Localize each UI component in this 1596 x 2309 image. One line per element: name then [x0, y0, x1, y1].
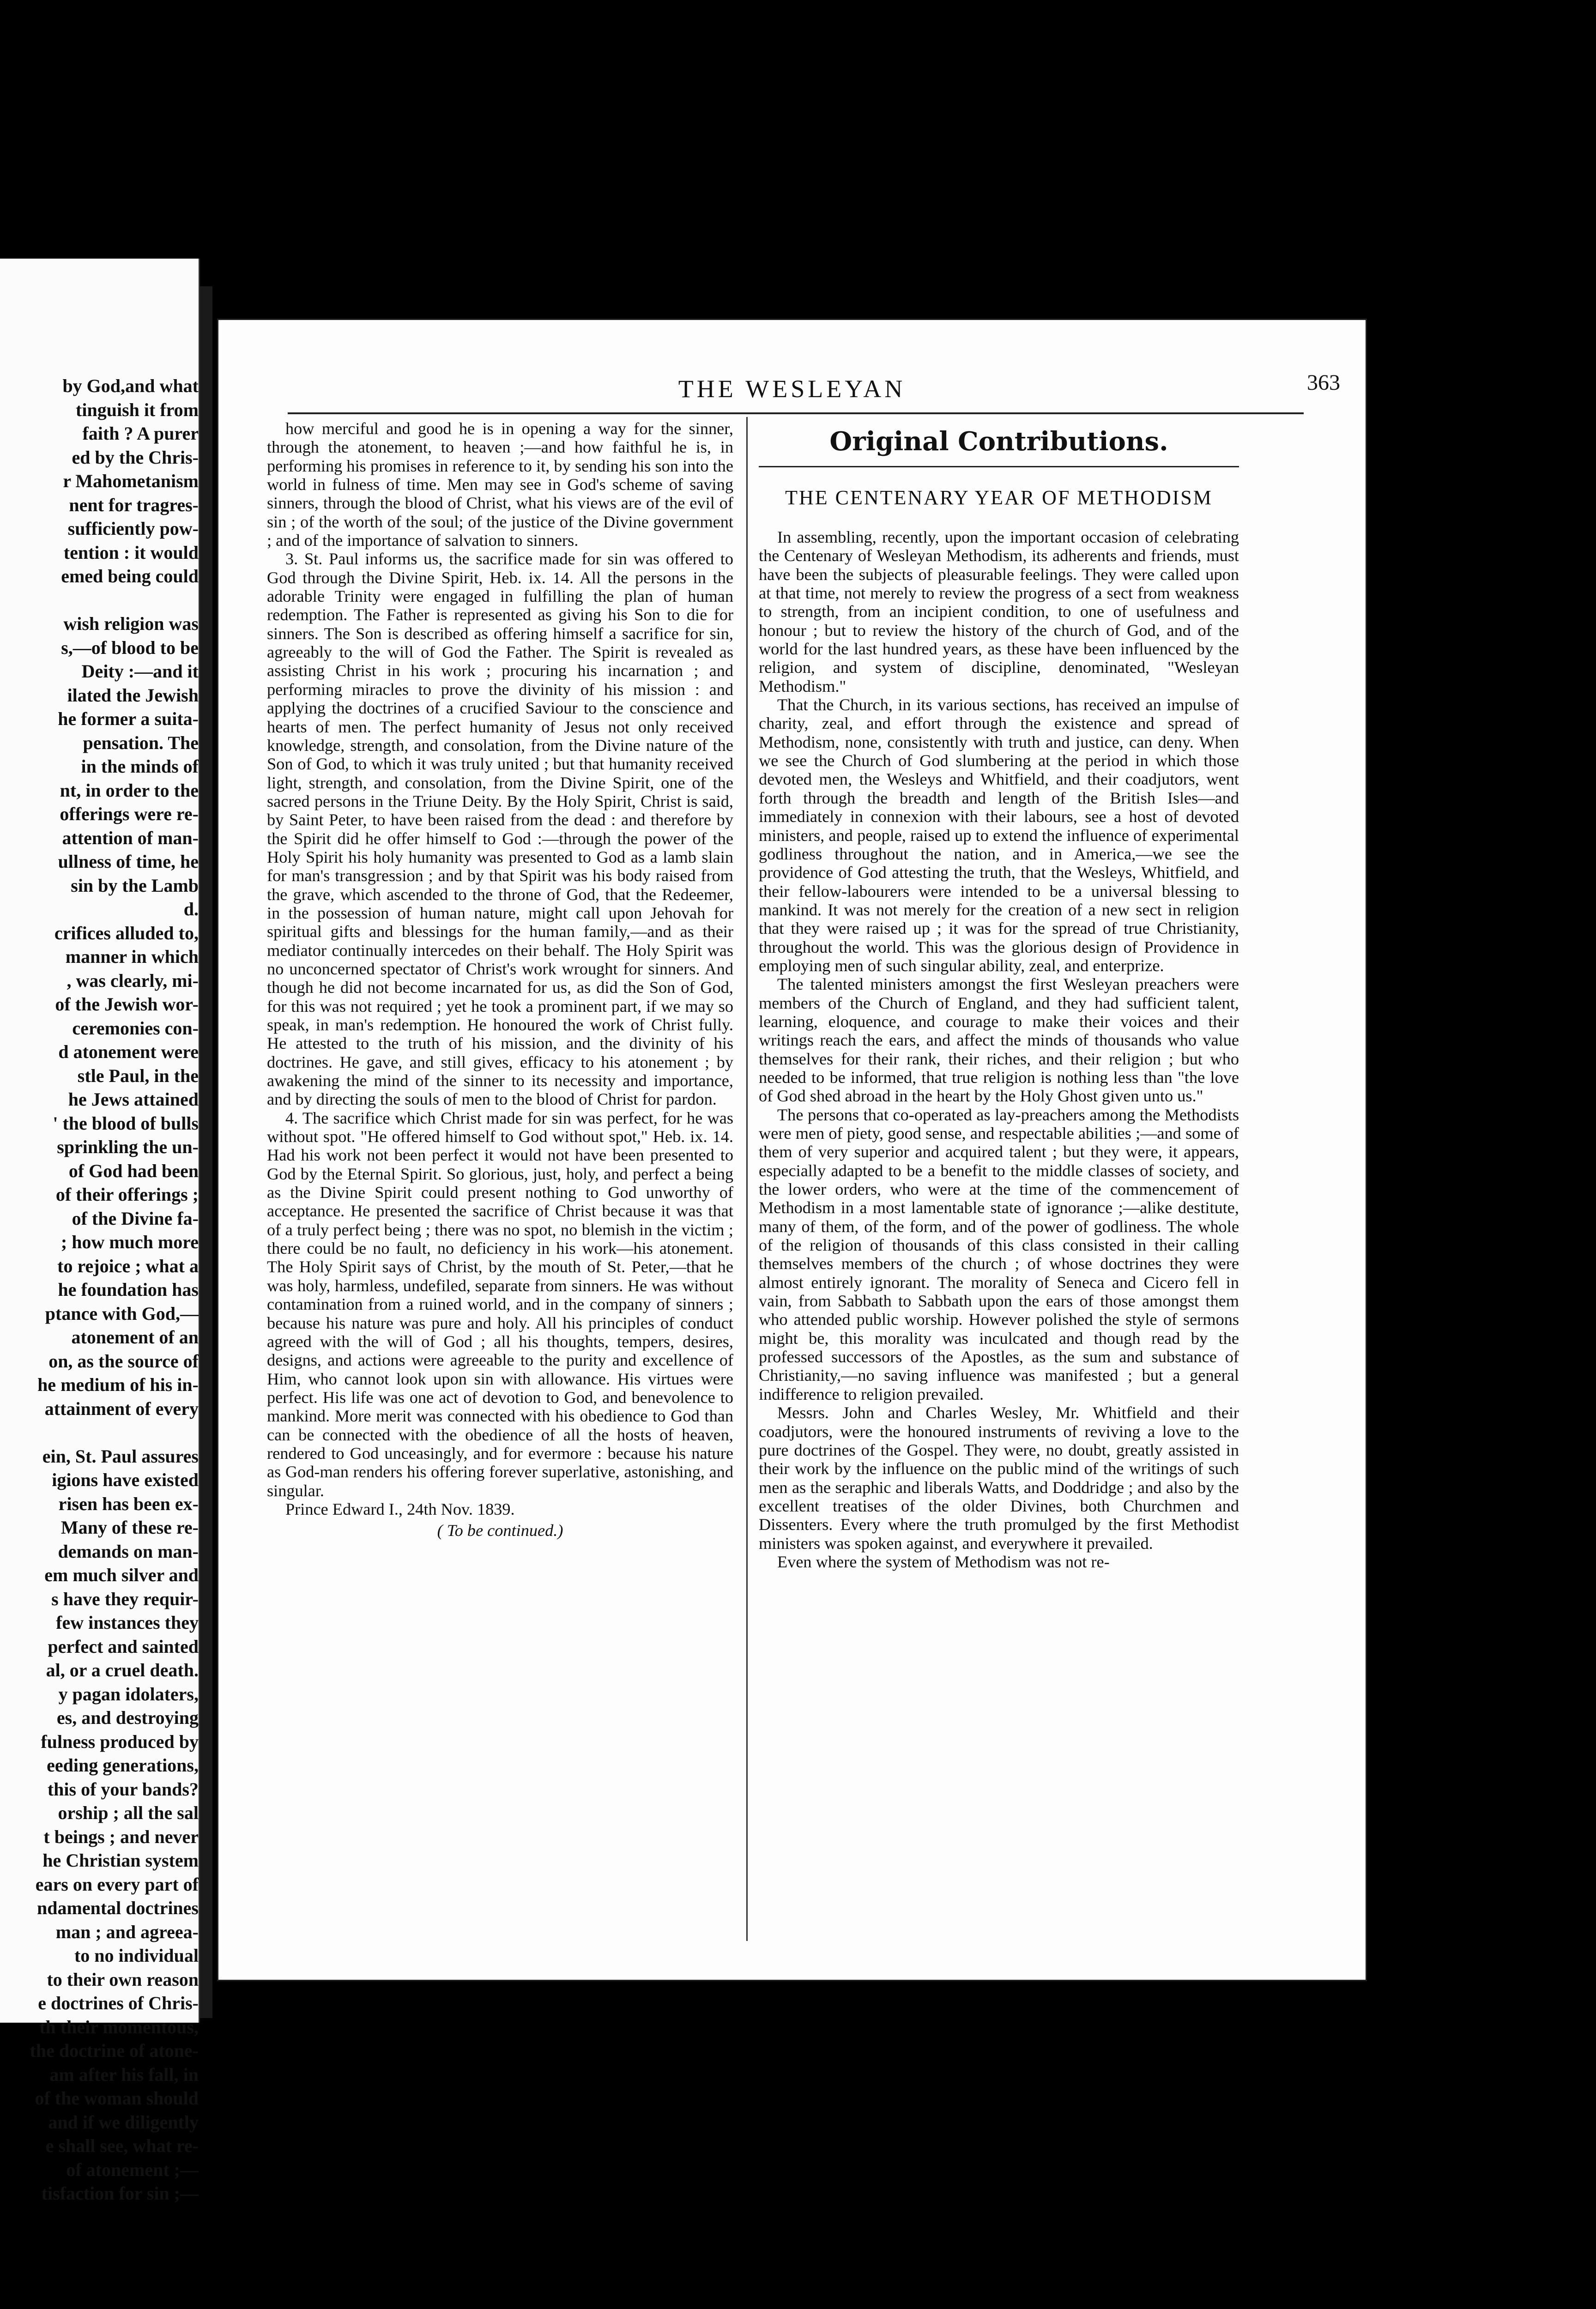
facing-page-line: and if we diligently	[48, 2111, 199, 2133]
article-title: THE CENTENARY YEAR OF METHODISM	[785, 486, 1213, 509]
continued-note: ( To be continued.)	[437, 1521, 563, 1540]
facing-page-line: s,—of blood to be	[61, 637, 199, 658]
facing-page-line: sufficiently pow-	[67, 518, 199, 539]
left-paragraph-2: 3. St. Paul informs us, the sacrifice made for sin was offered to God through the Divine Spirit, Heb. ix. 14. All the persons in the adorable Trinity were engaged in fulfilling the plan of human redemption. The Father is represented as giving his Son to die for sinners. The Son is described as offering himself a sacrifice for sin, agreeably to the will of God the Father. The Spirit is revealed as assisting Christ in his work ; procuring his incarnation ; and performing miracles to prove the divinity of his mission : and applying the doctrines of a crucified Saviour to the conscience and hearts of men. The perfect humanity of Jesus not only received knowledge, strength, and consolation, from the Divine nature of the Son of God, to which it was truly united ; but that humanity received light, strength, and consolation, from the Divine Spirit, one of the sacred persons in the Triune Deity. By the Holy Spirit, Christ is said, by Saint Peter, to have been raised from the dead : and therefore by the Spirit did he offer himself to God :—through the power of the Holy Spirit his holy humanity was presented to God as a lamb slain for man's transgression ; and by that Spirit was his body raised from the grave, which ascended to the throne of God, that the Redeemer, in the possession of human nature, might call upon Jehovah for spiritual gifts and blessings for the human family,—and as their mediator continually intercedes on their behalf. The Holy Spirit was no unconcerned spectator of Christ's work wrought for sinners. And though he did not become incarnated for us, as did the Son of God, for this was not required ; yet he took a prominent part, if we may so speak, in man's redemption. He honoured the work of Christ fully. He attested to the truth of his mission, and the divinity of his doctrines. He gave, and still gives, efficacy to his atonement ; by awakening the mind of the sinner to its necessity and importance, and by directing the souls of men to the blood of Christ for pardon.	[267, 550, 733, 1109]
facing-page-line: tisfaction for sin ;—	[41, 2183, 199, 2204]
facing-page-line: perfect and sainted	[48, 1636, 199, 1657]
column-divider	[746, 417, 748, 1941]
right-paragraph-6: Even where the system of Methodism was not re-	[777, 1552, 1110, 1571]
facing-page-line: ndamental doctrines	[37, 1898, 199, 1918]
facing-page-line: attention of man-	[62, 827, 199, 848]
facing-page-line: nent for tragres-	[69, 494, 199, 515]
facing-page-line: sprinkling the un-	[57, 1136, 199, 1157]
facing-page-line: on, as the source of	[48, 1350, 199, 1372]
facing-page-line: emed being could	[61, 566, 199, 586]
left-paragraph-1: how merciful and good he is in opening a way for the sinner, through the atonement, to heaven ;—and how faithful he is, in performing his promises in reference to it, by sending his son into the world in fulness of time. Men may see in God's scheme of saving sinners, through the blood of Christ, what his views are of the evil of sin ; of the worth of the soul; of the justice of the Divine government ; and of the importance of salvation to sinners.	[267, 419, 733, 550]
facing-page-line: e shall see, what re-	[45, 2135, 199, 2156]
facing-page-line: orship ; all the sal	[58, 1802, 199, 1823]
facing-page-line: nt, in order to the	[60, 780, 199, 801]
facing-page-line: ptance with God,—	[45, 1303, 199, 1324]
facing-page-line: offerings were re-	[60, 804, 199, 824]
facing-page-line: atonement of an	[71, 1327, 199, 1348]
section-heading: Original Contributions.	[829, 426, 1168, 457]
facing-page-line: tinguish it from	[76, 399, 199, 420]
facing-page-line: demands on man-	[58, 1541, 199, 1562]
facing-page-line: he foundation has	[58, 1279, 199, 1300]
facing-page-line: , was clearly, mi-	[66, 970, 199, 991]
facing-page-line: by God,and what	[62, 375, 199, 396]
facing-page-left	[0, 259, 200, 2204]
facing-page-line: to their own reason	[47, 1969, 199, 1990]
facing-page-line: fulness produced by	[41, 1731, 199, 1752]
facing-page-line: th their momentous,	[39, 2016, 199, 2037]
facing-page-line: of the Divine fa-	[72, 1208, 199, 1229]
facing-page-line: d atonement were	[58, 1041, 199, 1062]
facing-page-line: eeding generations,	[47, 1755, 199, 1776]
page-number: 363	[1307, 370, 1340, 395]
facing-page-line: he Christian system	[42, 1850, 199, 1871]
facing-page-line: r Mahometanism	[63, 471, 199, 491]
facing-page-line: tention : it would	[63, 542, 199, 563]
facing-page-line: y pagan idolaters,	[58, 1683, 199, 1705]
facing-page-line: faith ? A purer	[82, 423, 199, 444]
facing-page-line: pensation. The	[83, 732, 199, 753]
facing-page-line	[0, 1420, 199, 1445]
facing-page-line	[0, 588, 199, 612]
facing-page-line: he former a suita-	[58, 708, 199, 729]
facing-page-line: ullness of time, he	[58, 851, 199, 872]
facing-page-line: am after his fall, in	[49, 2064, 199, 2085]
facing-page-line: es, and destroying	[56, 1707, 199, 1728]
left-column	[267, 419, 733, 1540]
facing-page-line: t beings ; and never	[43, 1826, 199, 1847]
facing-page-line: few instances they	[56, 1612, 199, 1633]
facing-page-line: risen has been ex-	[58, 1493, 199, 1514]
facing-page-line: ceremonies con-	[72, 1017, 199, 1039]
facing-page-line: ed by the Chris-	[72, 447, 199, 468]
facing-page-text	[0, 374, 199, 2206]
facing-page-line: of atonement ;—	[66, 2159, 199, 2180]
facing-page-line: man ; and agreea-	[55, 1921, 199, 1942]
newspaper-page	[217, 319, 1367, 1981]
header-rule	[288, 412, 1304, 414]
facing-page-line: igions have existed	[52, 1469, 199, 1490]
left-paragraph-3: 4. The sacrifice which Christ made for sin was perfect, for he was without spot. "He offered himself to God without spot," Heb. ix. 14. Had his work not been perfect it would not have been presented to God by the Eternal Spirit. So glorious, just, holy, and perfect a being as the Divine Spirit could present nothing to God unworthy of acceptance. He presented the sacrifice of Christ because it was that of a truly perfect being ; there was no spot, no blemish in the victim ; there could be no fault, no deficiency in his work—his atonement. The Holy Spirit says of Christ, by the mouth of St. Peter,—that he was holy, harmless, undefiled, separate from sinners. He was without contamination from a ruined world, and in the company of sinners ; because his nature was pure and holy. All his principles of conduct agreed with the will of God ; all his thoughts, tempers, desires, designs, and actions were agreeable to the purity and excellence of Him, who cannot look upon sin with allowance. His virtues were perfect. His life was one act of devotion to God, and benevolence to mankind. More merit was connected with his obedience to God than can be connected with the obedience of all the hosts of heaven, rendered to God unceasingly, and for evermore : because his nature as God-man renders his offering forever superlative, astonishing, and singular.	[267, 1108, 733, 1500]
facing-page-line: d.	[183, 899, 199, 919]
facing-page-line: sin by the Lamb	[71, 875, 199, 896]
facing-page-line: of their offerings ;	[55, 1184, 199, 1205]
facing-page-line: ein, St. Paul assures	[42, 1445, 199, 1467]
facing-page-line: manner in which	[65, 946, 199, 967]
right-paragraph-3: The talented ministers amongst the first Wesleyan preachers were members of the Church of England, and they had sufficient talent, learning, eloquence, and courage to make their voices and their writings reach the ears, and affect the minds of thousands who value themselves for their rank, their riches, and their religion ; but who needed to be informed, that true religion is nothing less than "the love of God shed abroad in the heart by the Holy Ghost given unto us."	[759, 975, 1239, 1106]
facing-page-line: in the minds of	[81, 756, 199, 777]
facing-page-line: he Jews attained	[68, 1089, 199, 1110]
facing-page-line: al, or a cruel death.	[46, 1660, 199, 1680]
facing-page-line: to no individual	[74, 1945, 199, 1966]
facing-page-line: this of your bands?	[47, 1778, 199, 1800]
page-title: THE WESLEYAN	[678, 375, 906, 403]
facing-page-line: to rejoice ; what a	[57, 1255, 199, 1276]
right-paragraph-5: Messrs. John and Charles Wesley, Mr. Whitfield and their coadjutors, were the honoured instruments of reviving a love to the pure doctrines of the Gospel. They were, no doubt, greatly assisted in their work by the influence on the public mind of the writings of such men as the seraphic and liberals Watts, and Doddridge ; and also by the excellent treatises of the older Divines, both Churchmen and Dissenters. Every where the truth promulged by the first Methodist ministers was spoken against, and everywhere it prevailed.	[759, 1403, 1239, 1553]
facing-page-line: s have they requir-	[51, 1588, 199, 1609]
article-signature: Prince Edward I., 24th Nov. 1839.	[285, 1499, 515, 1518]
facing-page-line: stle Paul, in the	[77, 1065, 199, 1086]
facing-page-line: Deity :—and it	[81, 661, 199, 682]
section-rule	[759, 466, 1239, 467]
facing-page-line: of God had been	[68, 1160, 199, 1181]
facing-page-line: ears on every part of	[35, 1874, 199, 1895]
facing-page-line: of the Jewish wor-	[55, 994, 199, 1015]
right-paragraph-2: That the Church, in its various sections, has received an impulse of charity, zeal, and effort through the existence and spread of Methodism, none, consistently with truth and justice, can deny. When we see the Church of God slumbering at the period in which those devoted men, the Wesleys and Whitfield, and their coadjutors, went forth through the breadth and length of the British Isles—and immediately in connexion with their labours, see a host of devoted ministers, and people, raised up to extend the influence of experimental godliness throughout the nation, and in America,—we see the providence of God attesting the truth, that the Wesleys, Whitfield, and their fellow-labourers were intended to be a universal blessing to mankind. It was not merely for the creation of a new sect in religion that they were raised up ; it was for the spread of true Christianity, throughout the world. This was the glorious design of Providence in employing men of such singular ability, zeal, and enterprize.	[759, 695, 1239, 975]
facing-page-line: Many of these re-	[60, 1517, 199, 1538]
facing-page-line: ' the blood of bulls	[53, 1112, 199, 1134]
facing-page-line: attainment of every	[44, 1398, 199, 1419]
right-paragraph-1: In assembling, recently, upon the important occasion of celebrating the Centenary of Wesleyan Methodism, its adherents and friends, must have been the subjects of pleasurable feelings. They were called upon at that time, not merely to review the progress of a sect from weakness to strength, from an incipient condition, to one of usefulness and honour ; but to review the history of the church of God, and of the world for the last hundred years, as these have been influenced by the religion, and system of discipline, denominated, "Wesleyan Methodism."	[759, 528, 1239, 695]
right-paragraph-4: The persons that co-operated as lay-preachers among the Methodists were men of piety, good sense, and respectable abilities ;—and some of them of very superior and acquired talent ; but they were, it appears, especially adapted to be a benefit to the middle classes of society, and the lower orders, who were at the time of the commencement of Methodism in a most lamentable state of ignorance ;—alike destitute, many of them, of the form, and of the power of godliness. The whole of the religion of thousands of this class consisted in their calling themselves members of the church ; of whose doctrines they were almost entirely ignorant. The morality of Seneca and Cicero fell in vain, from Sabbath to Sabbath upon the ears of those amongst them who attended public worship. However polished the style of sermons might be, this morality was inculcated and though read by the professed successors of the Apostles, as the sum and substance of Christianity,—no saving influence was manifested ; but a general indifference to religion prevailed.	[759, 1105, 1239, 1403]
facing-page-line: the doctrine of atone-	[30, 2040, 199, 2061]
facing-page-line: wish religion was	[63, 613, 199, 634]
facing-page-line: em much silver and	[44, 1565, 199, 1585]
facing-page-line: e doctrines of Chris-	[38, 1993, 199, 2013]
facing-page-line: of the woman should	[35, 2088, 199, 2109]
facing-page-line: ilated the Jewish	[67, 684, 199, 706]
facing-page-line: ; how much more	[60, 1232, 199, 1252]
right-column	[759, 426, 1239, 1571]
facing-page-line: he medium of his in-	[37, 1374, 199, 1395]
facing-page-line: crifices alluded to,	[54, 922, 199, 943]
